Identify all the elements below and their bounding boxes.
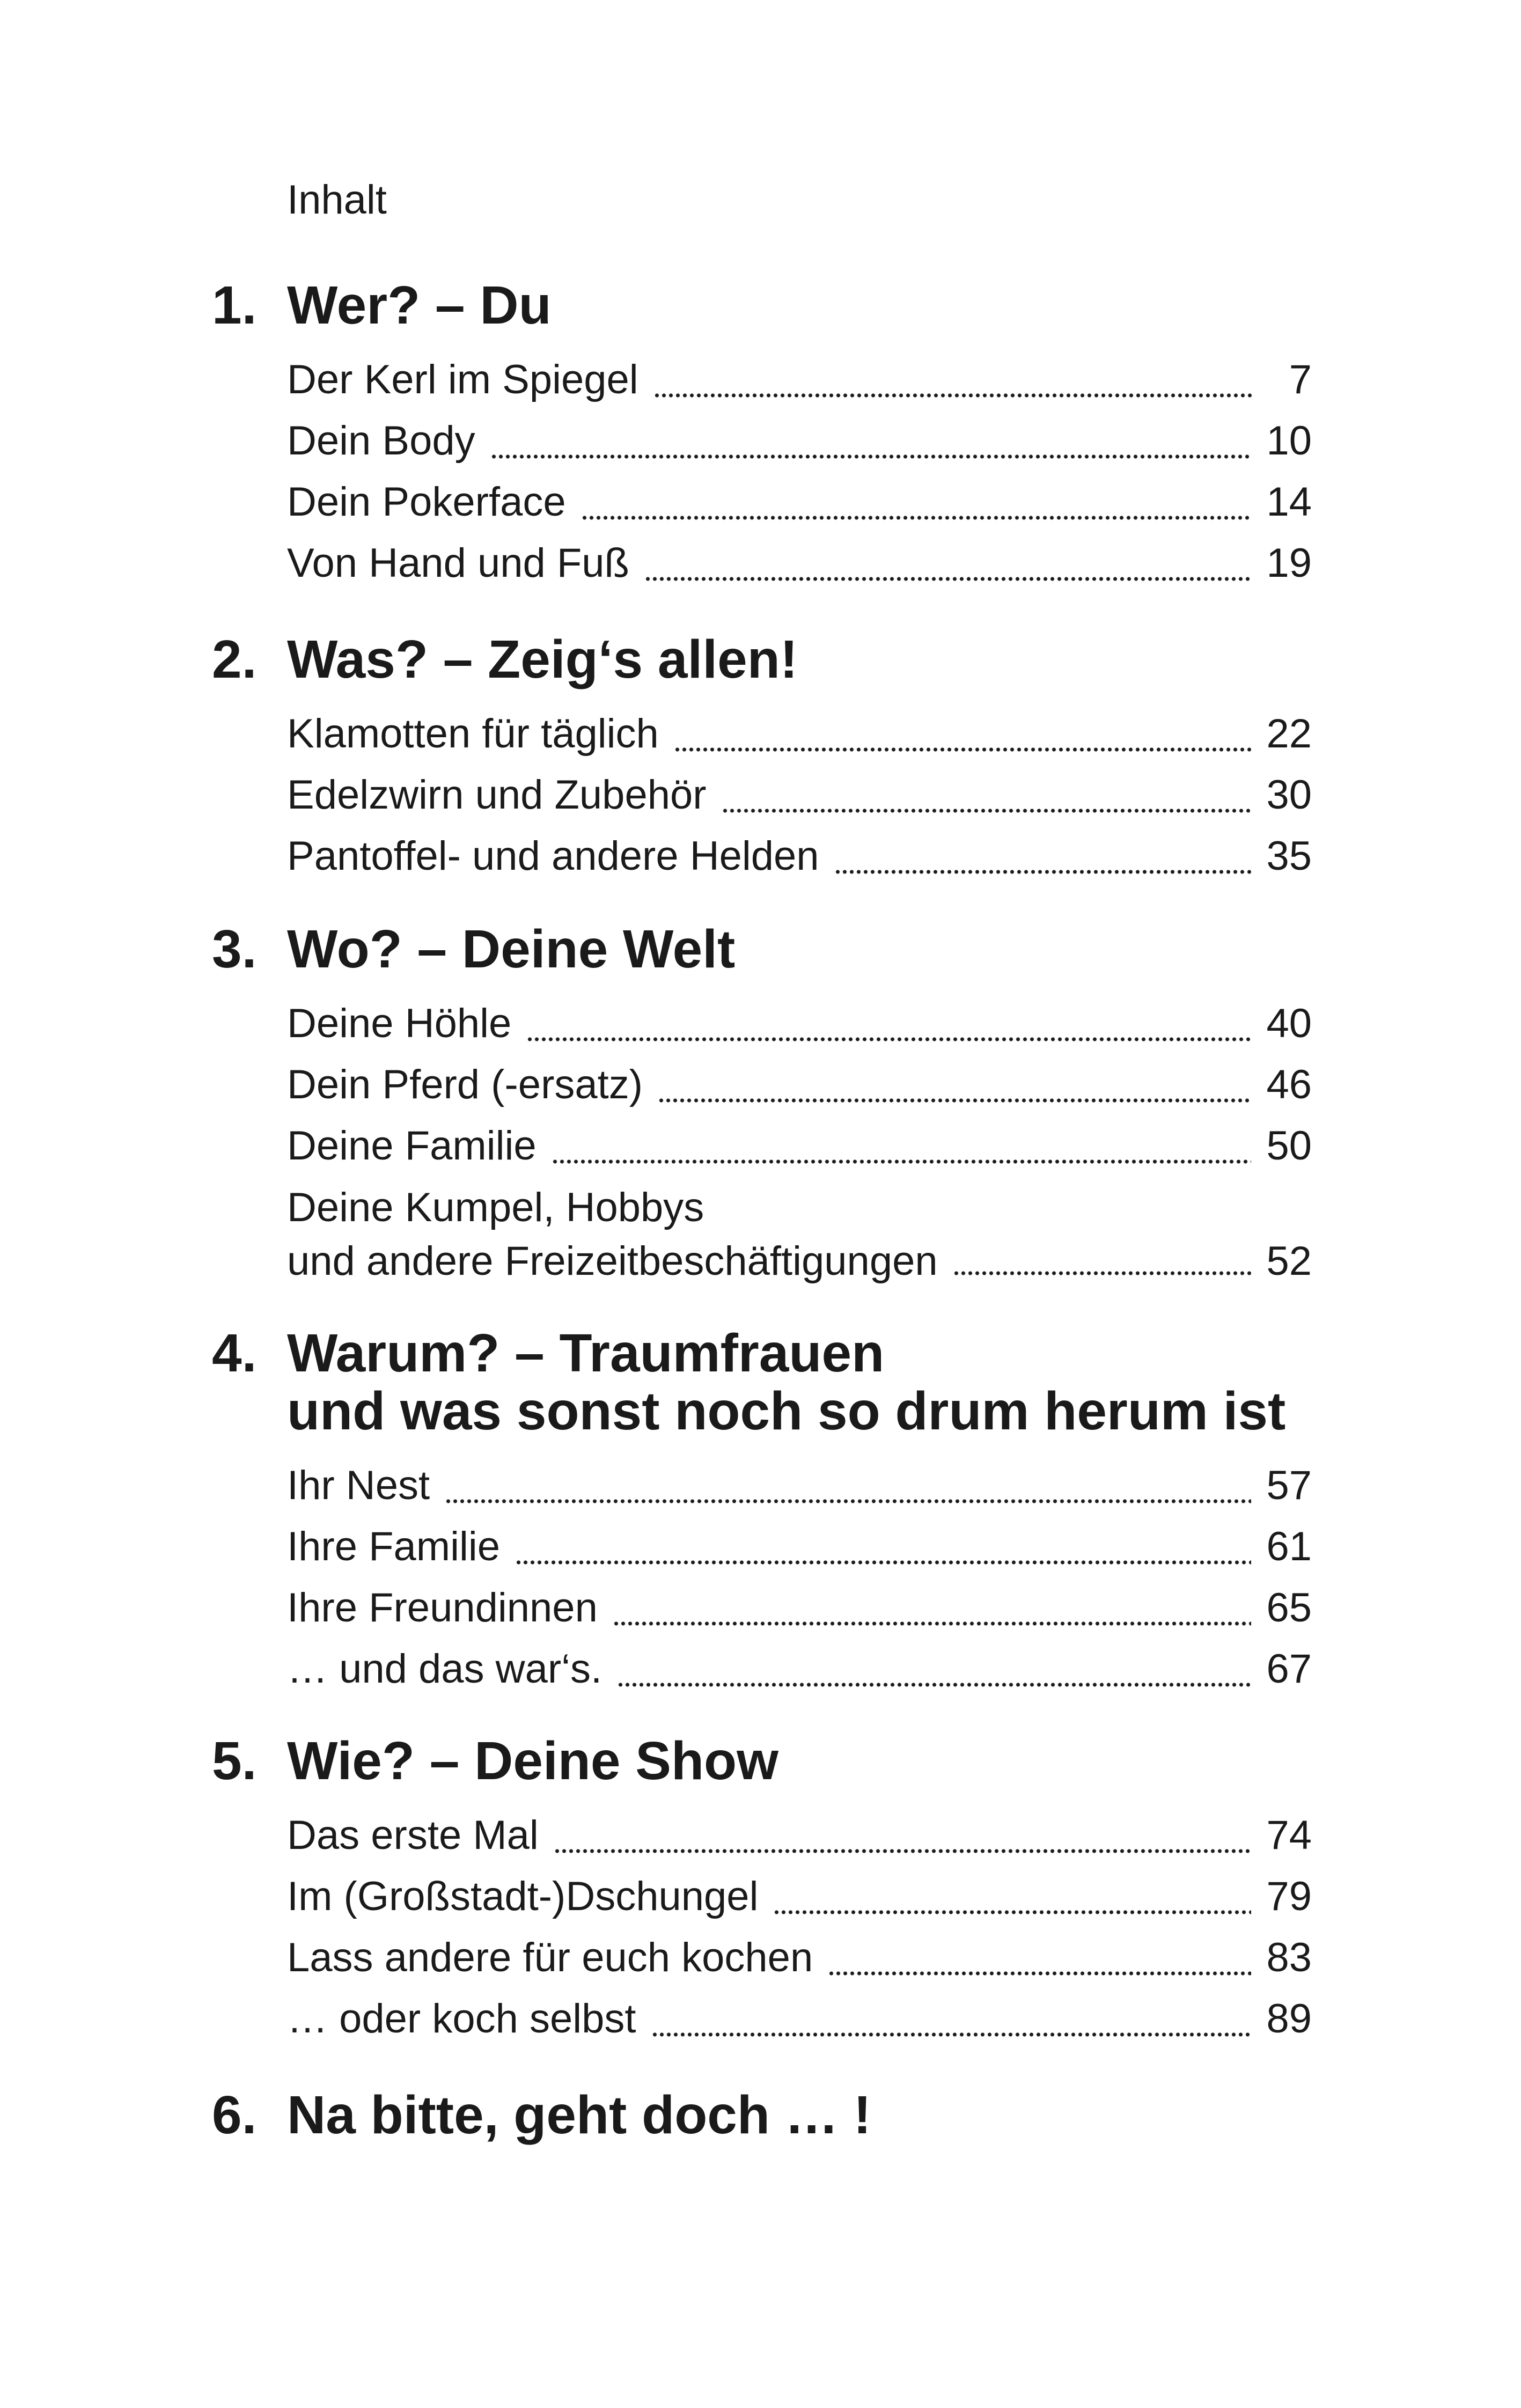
toc-entry[interactable] bbox=[287, 1927, 1312, 1988]
chapter-6 bbox=[212, 2086, 1312, 2144]
entry-page-number: 79 bbox=[1266, 1874, 1312, 1919]
entry-page-number: 83 bbox=[1266, 1935, 1312, 1980]
entry-label: Dein Body bbox=[287, 418, 475, 464]
entry-label: Das erste Mal bbox=[287, 1812, 539, 1858]
dot-leader bbox=[581, 505, 1252, 521]
entry-label: Dein Pferd (-ersatz) bbox=[287, 1062, 643, 1107]
entry-list bbox=[287, 993, 1312, 1288]
toc-entry[interactable] bbox=[287, 1181, 1312, 1288]
chapter-title: Was? – Zeig‘s allen! bbox=[287, 629, 798, 689]
toc-entry[interactable] bbox=[287, 1988, 1312, 2050]
entry-page-number: 7 bbox=[1289, 357, 1312, 402]
entry-page-number: 67 bbox=[1266, 1646, 1312, 1692]
entry-label: Edelzwirn und Zubehör bbox=[287, 772, 707, 818]
entry-page-number: 30 bbox=[1266, 772, 1312, 818]
toc-entry[interactable] bbox=[287, 1115, 1312, 1177]
entry-page-number: 40 bbox=[1266, 1001, 1312, 1046]
dot-leader bbox=[834, 859, 1252, 875]
toc-entry[interactable] bbox=[287, 472, 1312, 533]
toc-entry[interactable] bbox=[287, 703, 1312, 765]
dot-leader bbox=[653, 383, 1254, 399]
toc-entry[interactable] bbox=[287, 993, 1312, 1054]
entry-page-number: 65 bbox=[1266, 1585, 1312, 1631]
chapter-heading bbox=[212, 1324, 1312, 1440]
chapter-heading bbox=[212, 1732, 1312, 1790]
dot-leader bbox=[613, 1611, 1252, 1627]
entry-list bbox=[287, 1805, 1312, 2050]
toc-entry[interactable] bbox=[287, 826, 1312, 887]
chapter-1 bbox=[212, 276, 1312, 594]
dot-leader bbox=[515, 1550, 1251, 1566]
entry-label: Deine Familie bbox=[287, 1123, 537, 1169]
dot-leader bbox=[445, 1488, 1251, 1504]
entry-label: … oder koch selbst bbox=[287, 1996, 636, 2042]
entry-page-number: 50 bbox=[1266, 1123, 1312, 1169]
dot-leader bbox=[617, 1672, 1251, 1688]
entry-page-number: 46 bbox=[1266, 1062, 1312, 1107]
dot-leader bbox=[828, 1961, 1251, 1977]
dot-leader bbox=[773, 1899, 1251, 1915]
toc-entry[interactable] bbox=[287, 410, 1312, 472]
entry-label: Deine Kumpel, Hobbys und andere Freizeitbeschäftigungen bbox=[287, 1185, 938, 1284]
entry-page-number: 89 bbox=[1266, 1996, 1312, 2042]
entry-label: Lass andere für euch kochen bbox=[287, 1935, 813, 1980]
chapter-number: 1. bbox=[212, 275, 257, 335]
entry-label: Im (Großstadt-)Dschungel bbox=[287, 1874, 759, 1919]
chapter-title: Na bitte, geht doch … ! bbox=[287, 2085, 871, 2145]
entry-list bbox=[287, 1455, 1312, 1700]
entry-label: Ihre Freundinnen bbox=[287, 1585, 598, 1631]
entry-page-number: 14 bbox=[1266, 479, 1312, 525]
toc-entry[interactable] bbox=[287, 533, 1312, 594]
chapter-number: 3. bbox=[212, 919, 257, 979]
toc-entry[interactable] bbox=[287, 765, 1312, 826]
toc-entry[interactable] bbox=[287, 1516, 1312, 1577]
toc-entry[interactable] bbox=[287, 1866, 1312, 1927]
dot-leader bbox=[722, 798, 1252, 814]
dot-leader bbox=[554, 1838, 1252, 1854]
dot-leader bbox=[552, 1149, 1252, 1165]
entry-label: Pantoffel- und andere Helden bbox=[287, 833, 819, 879]
toc-entry[interactable] bbox=[287, 1639, 1312, 1700]
chapter-5 bbox=[212, 1732, 1312, 2050]
chapter-heading bbox=[212, 276, 1312, 334]
chapter-number: 5. bbox=[212, 1731, 257, 1791]
chapter-title: Warum? – Traumfrauen und was sonst noch so drum herum ist bbox=[287, 1323, 1286, 1441]
toc-entry[interactable] bbox=[287, 1577, 1312, 1639]
dot-leader bbox=[644, 566, 1251, 582]
entry-label: Ihr Nest bbox=[287, 1463, 430, 1508]
chapter-heading bbox=[212, 2086, 1312, 2144]
chapter-title: Wer? – Du bbox=[287, 275, 552, 335]
entry-list bbox=[287, 349, 1312, 594]
chapter-3 bbox=[212, 920, 1312, 1288]
entry-page-number: 61 bbox=[1266, 1524, 1312, 1569]
chapter-4 bbox=[212, 1324, 1312, 1700]
entry-label: Klamotten für täglich bbox=[287, 711, 659, 757]
entry-label: Von Hand und Fuß bbox=[287, 540, 629, 586]
entry-page-number: 19 bbox=[1266, 540, 1312, 586]
dot-leader bbox=[953, 1260, 1252, 1276]
dot-leader bbox=[490, 444, 1252, 460]
entry-label: Der Kerl im Spiegel bbox=[287, 357, 638, 402]
entry-page-number: 57 bbox=[1266, 1463, 1312, 1508]
entry-page-number: 52 bbox=[1266, 1238, 1312, 1284]
dot-leader bbox=[674, 737, 1252, 753]
toc-entry[interactable] bbox=[287, 1805, 1312, 1866]
toc-entry[interactable] bbox=[287, 349, 1312, 410]
dot-leader bbox=[651, 2022, 1252, 2038]
toc-title: Inhalt bbox=[287, 177, 387, 223]
dot-leader bbox=[526, 1026, 1251, 1043]
chapter-title: Wie? – Deine Show bbox=[287, 1731, 778, 1791]
chapter-heading bbox=[212, 630, 1312, 688]
dot-leader bbox=[658, 1088, 1251, 1104]
chapter-2 bbox=[212, 630, 1312, 887]
entry-label: Deine Höhle bbox=[287, 1001, 512, 1046]
chapter-title: Wo? – Deine Welt bbox=[287, 919, 736, 979]
entry-label: Ihre Familie bbox=[287, 1524, 500, 1569]
toc-entry[interactable] bbox=[287, 1054, 1312, 1115]
entry-page-number: 22 bbox=[1266, 711, 1312, 757]
entry-page-number: 35 bbox=[1266, 833, 1312, 879]
toc-entry[interactable] bbox=[287, 1455, 1312, 1516]
chapter-number: 6. bbox=[212, 2085, 257, 2145]
chapter-heading bbox=[212, 920, 1312, 978]
entry-page-number: 10 bbox=[1266, 418, 1312, 464]
entry-list bbox=[287, 703, 1312, 887]
chapter-number: 4. bbox=[212, 1323, 257, 1383]
chapter-number: 2. bbox=[212, 629, 257, 689]
entry-label: … und das war‘s. bbox=[287, 1646, 602, 1692]
entry-label: Dein Pokerface bbox=[287, 479, 566, 525]
entry-page-number: 74 bbox=[1266, 1812, 1312, 1858]
